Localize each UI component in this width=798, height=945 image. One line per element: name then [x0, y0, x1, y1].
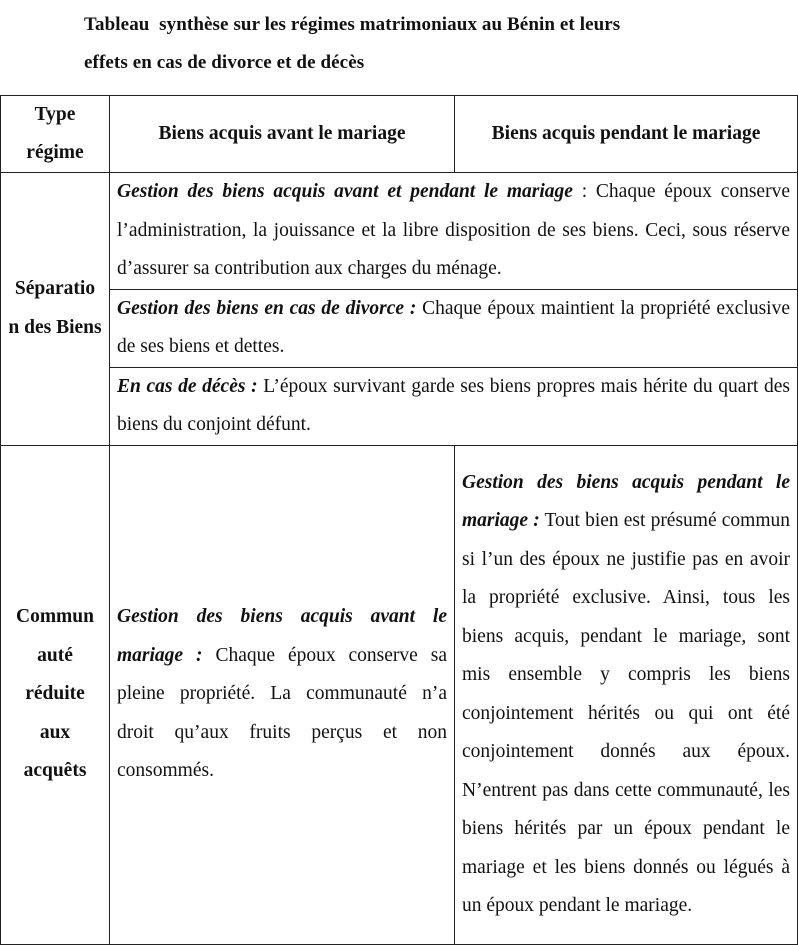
separation-deces-title: En cas de décès :	[117, 375, 258, 397]
document-title	[84, 6, 774, 82]
separation-divorce-cell	[110, 289, 798, 367]
header-during-marriage: Biens acquis pendant le mariage	[455, 96, 798, 173]
communaute-during-text: Tout bien est présumé commun si l’un des époux ne justifie pas en avoir la propriété exclusive. Ainsi, tous les biens acquis, pendant le mariage, sont mis ensemble y compris les biens conjointement hérités ou qui ont été conjointement donnés aux époux. N’entrent pas dans cette communauté, les biens hérités par un époux pendant le mariage et les biens donnés ou légués à un époux pendant le mariage.	[462, 510, 790, 916]
table-row-separation-deces	[1, 367, 798, 445]
communaute-before-text: Chaque époux conserve sa pleine propriété. La communauté n’a droit qu’aux fruits perçus et non consommés.	[117, 644, 448, 782]
separation-gestion-sep: :	[572, 181, 596, 202]
header-type-regime	[1, 96, 110, 173]
communaute-during-cell	[455, 445, 798, 944]
title-line-2: effets en cas de divorce et de décès	[84, 52, 365, 73]
table-row-separation-gestion	[1, 173, 798, 290]
row-label-separation: Séparatio n des Biens	[1, 173, 110, 446]
separation-gestion-text: Chaque époux conserve l’administration, la jouissance et la libre disposition de ses biens. Ceci, sous réserve d’assurer sa contribution aux charges du ménage.	[117, 181, 790, 279]
separation-gestion-cell	[110, 173, 798, 290]
header-type-line1: Type	[34, 104, 76, 125]
row-label-communaute: Commun auté réduite aux acquêts	[1, 445, 110, 944]
table-header-row	[1, 96, 798, 173]
table-row-communaute	[1, 445, 798, 944]
title-line-1: Tableau synthèse sur les régimes matrimoniaux au Bénin et leurs	[84, 14, 621, 35]
regimes-table	[0, 95, 798, 945]
communaute-before-cell	[110, 445, 455, 944]
communaute-during-title: Gestion des biens acquis pendant le mariage :	[462, 471, 790, 531]
table-row-separation-divorce	[1, 289, 798, 367]
communaute-before-title: Gestion des biens acquis avant le mariage :	[117, 606, 447, 666]
separation-deces-text: L’époux survivant garde ses biens propres mais hérite du quart des biens du conjoint défunt.	[117, 375, 790, 435]
separation-divorce-title: Gestion des biens en cas de divorce :	[117, 297, 417, 319]
header-type-line2: régime	[26, 142, 84, 163]
separation-divorce-text: Chaque époux maintient la propriété exclusive de ses biens et dettes.	[117, 297, 790, 357]
separation-gestion-title: Gestion des biens acquis avant et pendant le mariage	[117, 181, 573, 202]
header-before-marriage: Biens acquis avant le mariage	[110, 96, 455, 173]
separation-deces-cell	[110, 367, 798, 445]
